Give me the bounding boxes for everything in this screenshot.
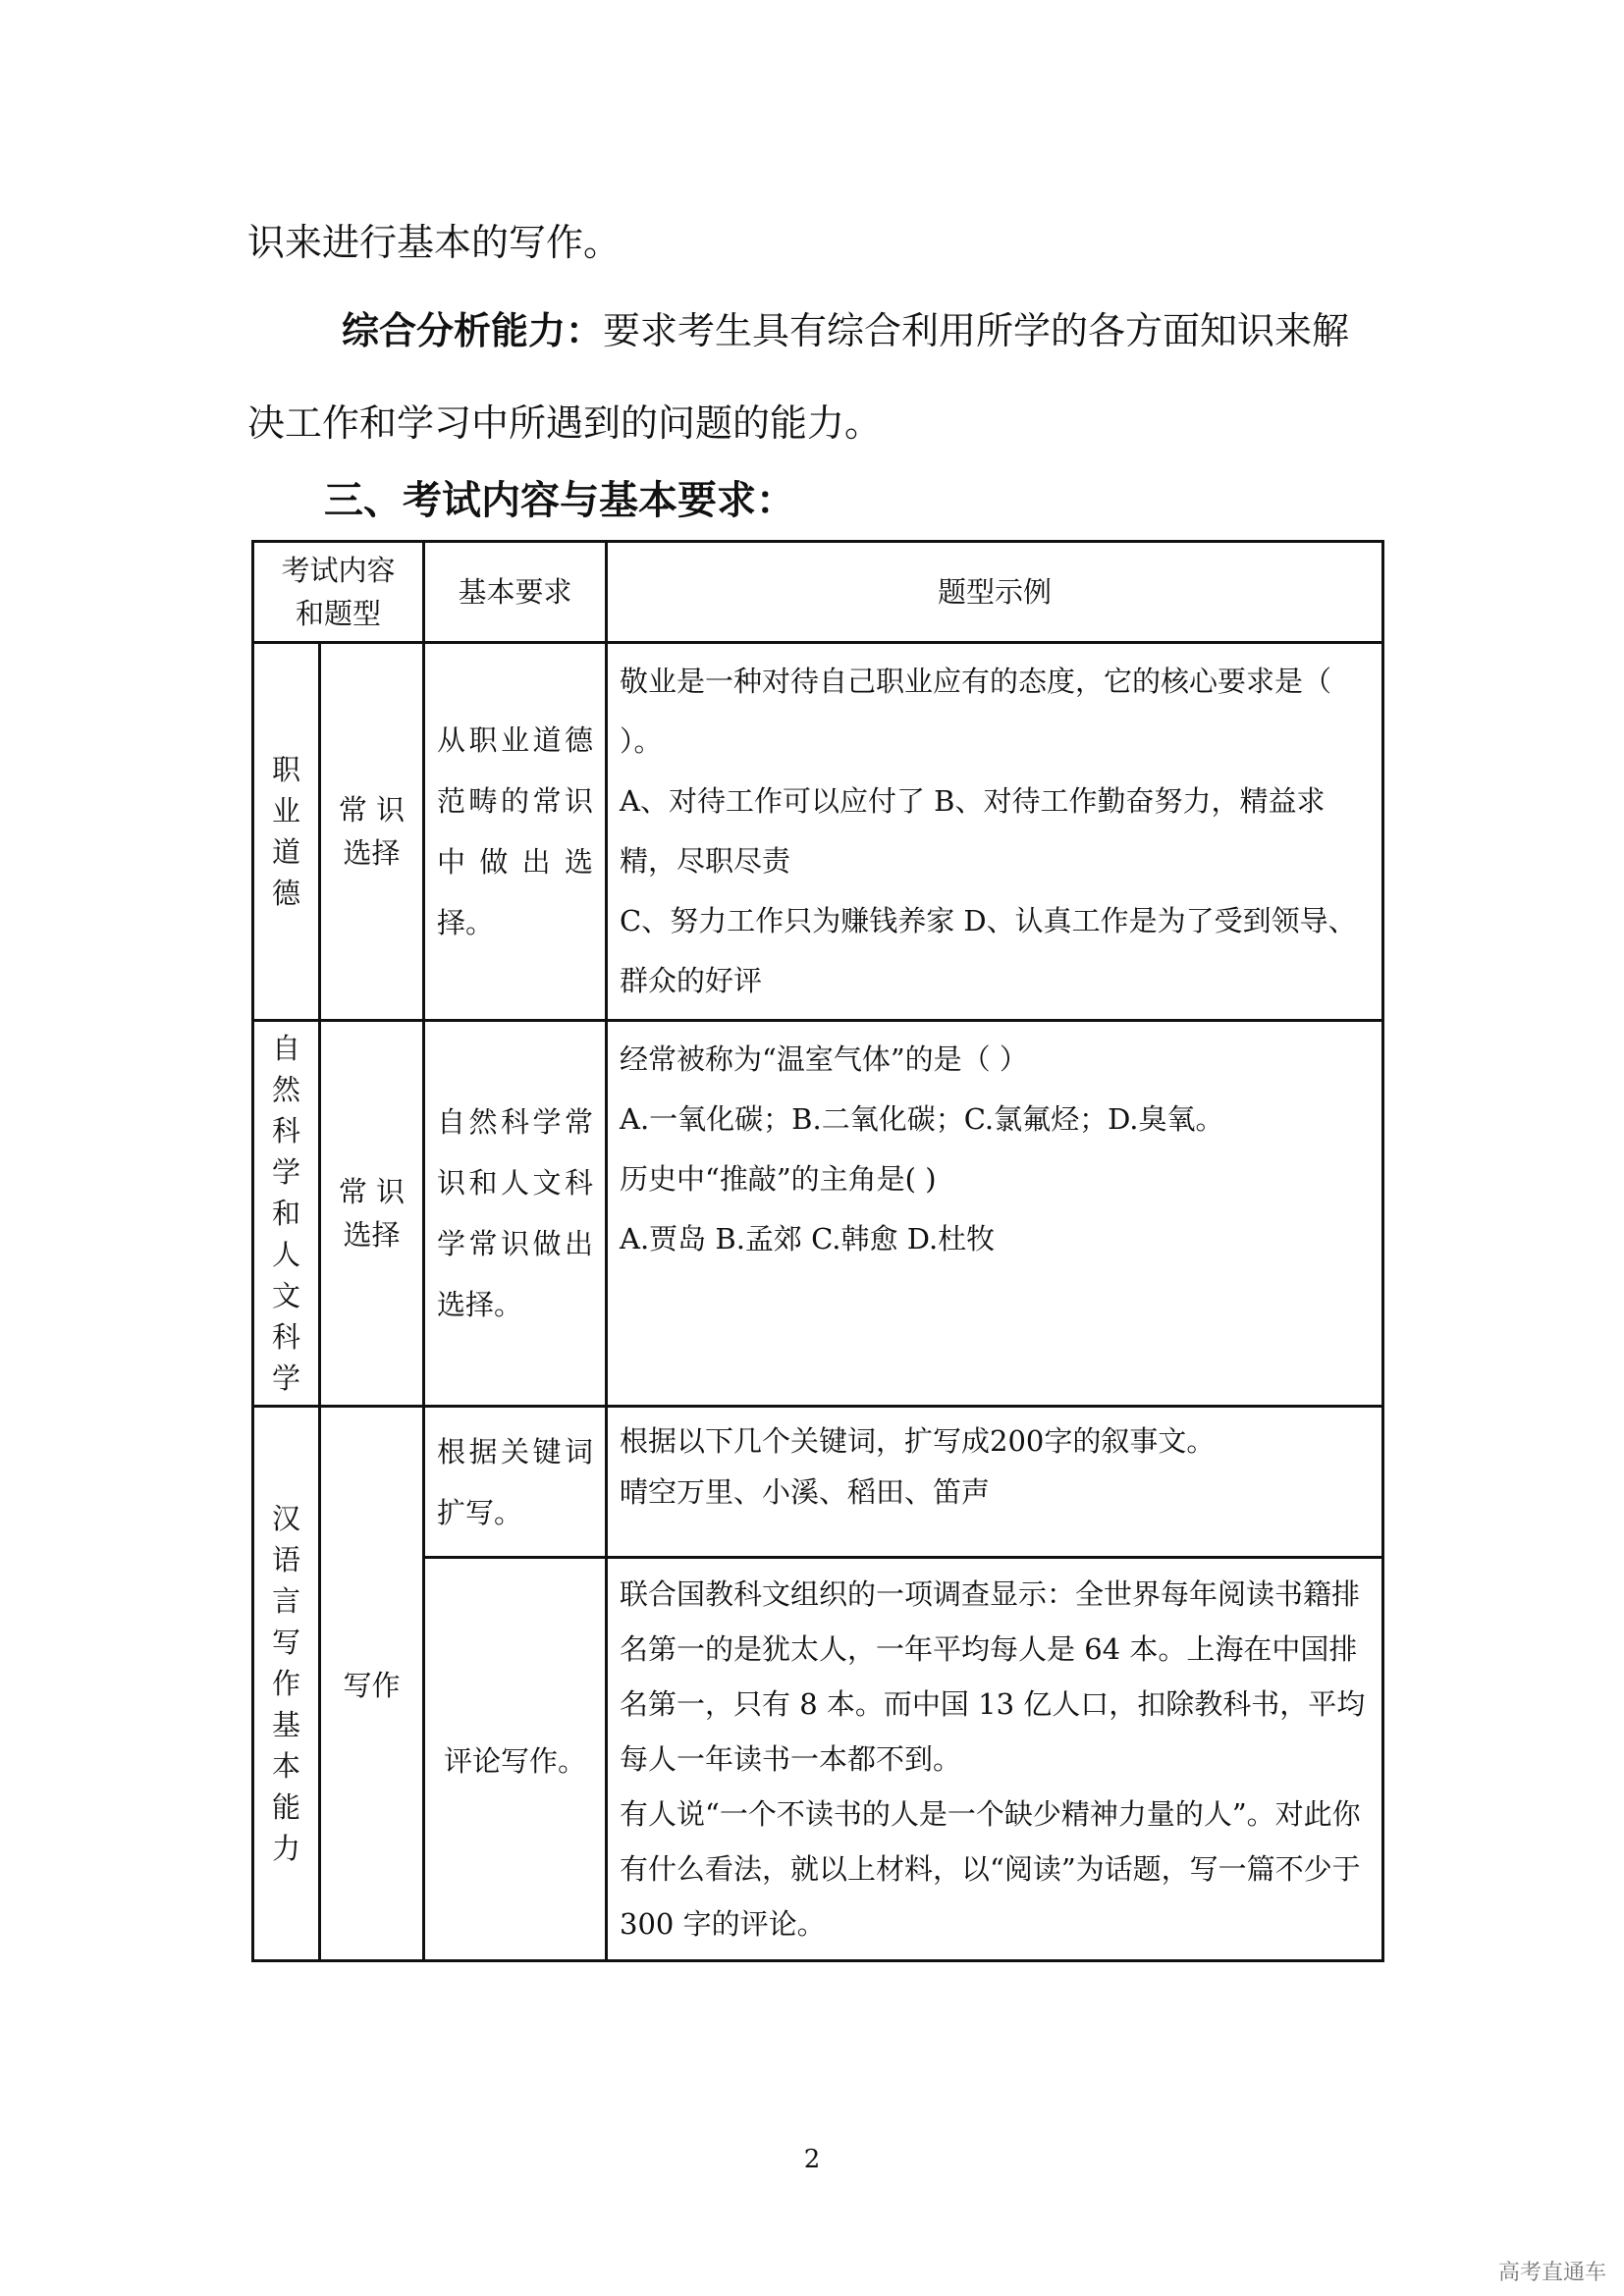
- table-row: [253, 1021, 1383, 1407]
- subject-char: 自: [271, 1032, 300, 1065]
- subject-char: 科: [271, 1114, 300, 1148]
- type-cell: 写作: [320, 1407, 424, 1961]
- page-number: 2: [803, 2145, 821, 2174]
- header-content-type: [253, 542, 424, 643]
- subject-char: 业: [271, 794, 300, 828]
- example-cell: [607, 1407, 1383, 1558]
- section-heading: 三、考试内容与基本要求：: [324, 478, 795, 523]
- table-header-row: [253, 542, 1383, 643]
- subject-char: 和: [271, 1197, 300, 1230]
- table-row: [253, 643, 1383, 1021]
- requirement-cell: 从职业道德范畴的常识中做出选择。: [424, 643, 607, 1021]
- requirement-cell: 评论写作。: [424, 1558, 607, 1961]
- example-line: 根据以下几个关键词，扩写成200字的叙事文。: [620, 1424, 1216, 1458]
- subject-char: 学: [271, 1362, 300, 1395]
- subject-char: 作: [271, 1667, 300, 1700]
- intro-paragraph: 识来进行基本的写作。: [247, 221, 622, 264]
- subject-char: 科: [271, 1320, 300, 1354]
- example-line: 敬业是一种对待自己职业应有的态度，它的核心要求是（ ）。: [620, 665, 1332, 758]
- example-cell: [607, 643, 1383, 1021]
- example-line: 历史中“推敲”的主角是( ): [620, 1162, 937, 1196]
- example-cell: [607, 1021, 1383, 1407]
- example-line: C、努力工作只为赚钱养家 D、认真工作是为了受到领导、群众的好评: [620, 904, 1357, 997]
- table-row: [253, 1407, 1383, 1558]
- subject-char: 学: [271, 1155, 300, 1189]
- subject-cell: [253, 643, 320, 1021]
- subject-char: 德: [271, 877, 300, 910]
- header-requirement: 基本要求: [424, 542, 607, 643]
- subject-char: 写: [271, 1626, 300, 1659]
- ability-text: 要求考生具有综合利用所学的各方面知识来解决工作和学习中所遇到的问题的能力。: [247, 309, 1350, 445]
- subject-char: 语: [271, 1543, 300, 1576]
- subject-char: 基: [271, 1708, 300, 1741]
- type-cell: 常 识 选择: [320, 1021, 424, 1407]
- example-line: A.一氧化碳；B.二氧化碳；C.氯氟烃；D.臭氧。: [620, 1102, 1224, 1136]
- subject-char: 然: [271, 1073, 300, 1106]
- header-content-line1: 考试内容: [281, 554, 396, 587]
- ability-label: 综合分析能力：: [342, 309, 604, 352]
- requirement-cell: 根据关键词扩写。: [424, 1407, 607, 1558]
- requirement-cell: 自然科学常识和人文科学常识做出选择。: [424, 1021, 607, 1407]
- subject-char: 人: [271, 1238, 300, 1271]
- subject-char: 本: [271, 1749, 300, 1783]
- exam-content-table: [251, 540, 1384, 1962]
- subject-char: 职: [271, 753, 300, 786]
- example-cell: [607, 1558, 1383, 1961]
- example-line: 联合国教科文组织的一项调查显示：全世界每年阅读书籍排名第一的是犹太人，一年平均每人是 64 本。上海在中国排名第一，只有 8 本。而中国 13 亿人口，扣除教科书，平均每人一年读书一本都不到。: [620, 1577, 1366, 1776]
- subject-char: 言: [271, 1584, 300, 1618]
- example-line: 经常被称为“温室气体”的是（ ）: [620, 1042, 1028, 1076]
- header-content-line2: 和题型: [296, 597, 382, 630]
- header-example: 题型示例: [607, 542, 1383, 643]
- subject-char: 能: [271, 1790, 300, 1824]
- type-cell: 常 识 选择: [320, 643, 424, 1021]
- subject-char: 力: [271, 1832, 300, 1865]
- ability-paragraph: [247, 285, 1386, 469]
- subject-cell: [253, 1407, 320, 1961]
- example-line: A.贾岛 B.孟郊 C.韩愈 D.杜牧: [620, 1222, 996, 1255]
- subject-char: 汉: [271, 1502, 300, 1535]
- subject-char: 文: [271, 1279, 300, 1312]
- example-line: 晴空万里、小溪、稻田、笛声: [620, 1475, 991, 1509]
- subject-cell: [253, 1021, 320, 1407]
- watermark: 高考直通车: [1497, 2261, 1606, 2285]
- example-line: 有人说“一个不读书的人是一个缺少精神力量的人”。对此你有什么看法，就以上材料，以“阅读”为话题，写一篇不少于 300 字的评论。: [620, 1797, 1361, 1941]
- example-line: A、对待工作可以应付了 B、对待工作勤奋努力，精益求精，尽职尽责: [620, 784, 1326, 878]
- subject-char: 道: [271, 835, 300, 869]
